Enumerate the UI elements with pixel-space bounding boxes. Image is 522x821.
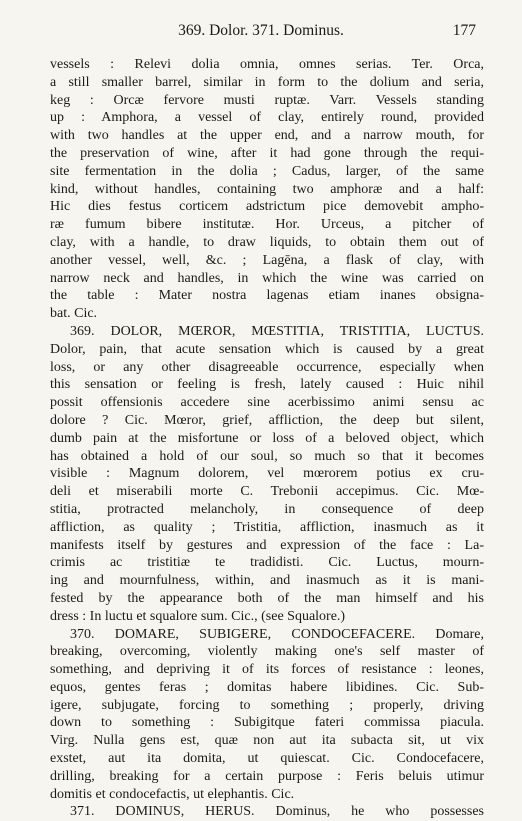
text-line: affliction, as quality ; Tristitia, affliction, inasmuch as it xyxy=(50,519,484,535)
running-title: 369. Dolor. 371. Dominus. xyxy=(178,22,344,39)
text-line: stitia, protracted melancholy, in consequence of deep xyxy=(50,501,484,517)
text-line: down to something : Subigitque fateri commissa piacula. xyxy=(50,715,484,731)
text-line: dress : In luctu et squalore sum. Cic., (see Squalore.) xyxy=(50,608,346,624)
text-line: exstet, aut ita domita, ut quiescat. Cic. Condocefacere, xyxy=(50,751,484,767)
page-number: 177 xyxy=(452,22,476,39)
text-line: Dolor, pain, that acute sensation which is caused by a great xyxy=(50,341,484,357)
text-line: up : Amphora, a vessel of clay, entirely round, provided xyxy=(50,110,484,126)
text-line: Virg. Nulla gens est, quæ non aut ita subacta sit, ut vix xyxy=(50,733,484,749)
text-line: possit offensionis accedere sine acerbissimo animi sensu ac xyxy=(50,395,484,411)
text-line: dolore ? Cic. Mœror, grief, affliction, the deep but silent, xyxy=(50,412,484,428)
text-line: the table : Mater nostra lagenas etiam inanes obsigna- xyxy=(50,288,484,304)
text-line: deli et miserabili morte C. Trebonii accepimus. Cic. Mœ- xyxy=(50,484,484,500)
text-line: 369. DOLOR, MŒROR, MŒSTITIA, TRISTITIA, LUCTUS. xyxy=(70,323,484,339)
text-line: manifests itself by gestures and expression of the face : La- xyxy=(50,537,484,553)
text-line: ing and mournfulness, within, and inasmuch as it is mani- xyxy=(50,573,484,589)
text-line: bat. Cic. xyxy=(50,306,98,322)
text-line: Hic dies festus corticem adstrictum pice demovebit ampho- xyxy=(50,199,484,215)
text-line: 370. DOMARE, SUBIGERE, CONDOCEFACERE. Domare, xyxy=(70,626,484,642)
text-line: fested by the appearance both of the man himself and his xyxy=(50,590,484,606)
text-line: igere, subjugate, forcing to something ; properly, driving xyxy=(50,697,484,713)
text-line: site fermentation in the dolia ; Cadus, larger, of the same xyxy=(50,163,484,179)
text-line: ræ fumum bibere institutæ. Hor. Urceus, a pitcher of xyxy=(50,217,484,233)
running-header xyxy=(0,22,522,42)
text-line: breaking, overcoming, violently making one's self master of xyxy=(50,644,484,660)
text-line: 371. DOMINUS, HERUS. Dominus, he who possesses xyxy=(70,804,484,820)
text-line: drilling, breaking for a certain purpose : Feris beluis utimur xyxy=(50,768,484,784)
text-line: something, and depriving it of its forces of resistance : leones, xyxy=(50,662,484,678)
text-line: visible : Magnum dolorem, vel mœrorem potius ex cru- xyxy=(50,466,484,482)
text-line: has obtained a hold of our soul, so much so that it becomes xyxy=(50,448,484,464)
page-body xyxy=(50,56,484,821)
text-line: kind, without handles, containing two amphoræ and a half: xyxy=(50,181,484,197)
text-line: dumb pain at the misfortune or loss of a beloved object, which xyxy=(50,430,484,446)
text-line: clay, with a handle, to draw liquids, to obtain them out of xyxy=(50,234,484,250)
text-line: keg : Orcæ fervore musti ruptæ. Varr. Vessels standing xyxy=(50,92,484,108)
text-line: a still smaller barrel, similar in form to the dolium and seria, xyxy=(50,74,484,90)
text-line: with two handles at the upper end, and a narrow mouth, for xyxy=(50,128,484,144)
text-line: loss, or any other disagreeable occurrence, especially when xyxy=(50,359,484,375)
text-line: crimis ac tristitiæ te tradidisti. Cic. Luctus, mourn- xyxy=(50,555,484,571)
text-line: the preservation of wine, after it had gone through the requi- xyxy=(50,145,484,161)
text-line: another vessel, well, &c. ; Lagēna, a flask of clay, with xyxy=(50,252,484,268)
text-line: narrow neck and handles, in which the wine was carried on xyxy=(50,270,484,286)
text-line: equos, gentes feras ; domitas habere libidines. Cic. Sub- xyxy=(50,679,484,695)
text-line: domitis et condocefactis, ut elephantis. Cic. xyxy=(50,786,295,802)
text-line: vessels : Relevi dolia omnia, omnes serias. Ter. Orca, xyxy=(50,57,484,72)
text-line: this sensation or feeling is fresh, lately caused : Huic nihil xyxy=(50,377,484,393)
